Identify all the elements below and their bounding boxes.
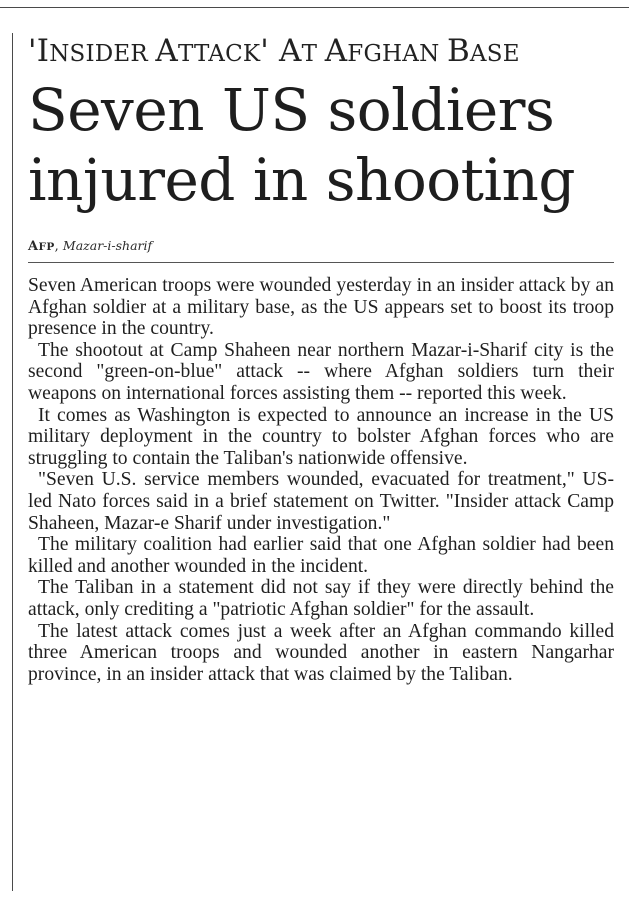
article-body [28,275,614,685]
paragraph-2: The shootout at Camp Shaheen near northern Mazar-i-Sharif city is the second "green-on-blue" attack -- where Afghan soldiers turn their weapons on international forces assisting them -- reported this week. [28,339,614,404]
byline-divider [28,262,614,263]
headline-line-1: Seven US soldiers [28,76,555,144]
kicker-text: 'INSIDER ATTACK' AT AFGHAN BASE [28,33,520,69]
byline-dateline: Mazar-i-sharif [62,238,153,253]
paragraph-1: Seven American troops were wounded yesterday in an insider attack by an Afghan soldier at a military base, as the US appears set to boost its troop presence in the country. [28,275,614,340]
paragraph-6: The Taliban in a statement did not say if they were directly behind the attack, only crediting a "patriotic Afghan soldier" for the assault. [28,577,614,620]
news-article [28,32,614,685]
byline-separator: , [54,239,63,254]
paragraph-5: The military coalition had earlier said that one Afghan soldier had been killed and another wounded in the incident. [28,534,614,577]
paragraph-4: "Seven U.S. service members wounded, evacuated for treatment," US-led Nato forces said in a brief statement on Twitter. "Insider attack Camp Shaheen, Mazar-e Sharif under investigation." [28,469,614,534]
paragraph-7: The latest attack comes just a week after an Afghan commando killed three American troops and wounded another in eastern Nangarhar province, in an insider attack that was claimed by the Taliban. [28,620,614,685]
byline-agency: AFP [28,239,55,254]
byline [28,237,614,256]
kicker [28,32,614,73]
headline [28,75,614,215]
paragraph-3: It comes as Washington is expected to announce an increase in the US military deployment in the country to bolster Afghan forces who are struggling to contain the Taliban's nationwide offensive. [28,404,614,469]
top-rule [0,7,629,8]
headline-line-2: injured in shooting [28,146,575,214]
column-rule [12,33,13,891]
